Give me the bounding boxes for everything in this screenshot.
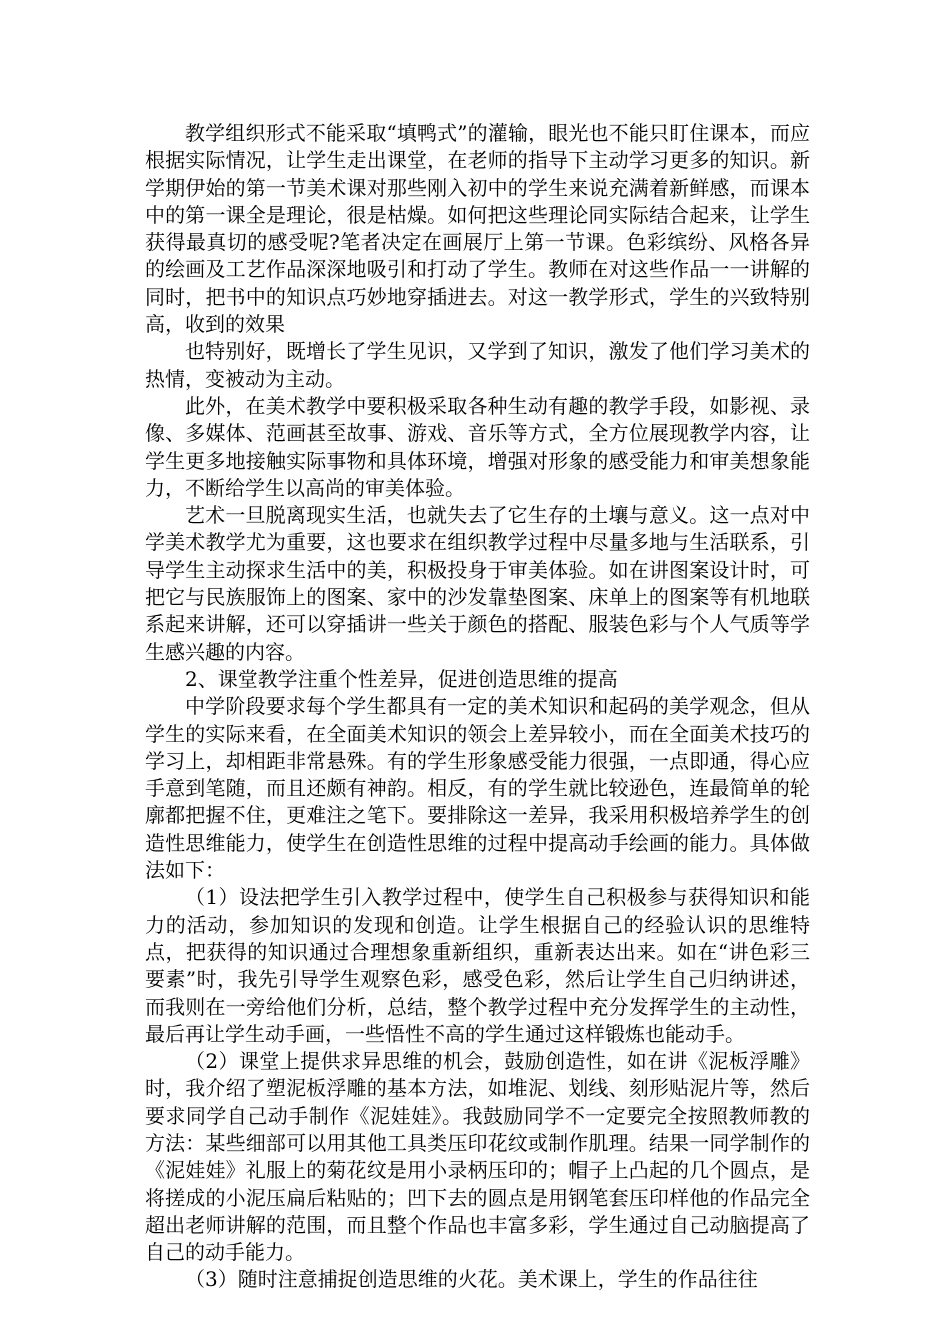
paragraph-item-1: （1）设法把学生引入教学过程中，使学生自己积极参与获得知识和能力的活动，参加知识的发现和创造。让学生根据自己的经验认识的思维特点，把获得的知识通过合理想象重新组织，重新表达出来。如在“讲色彩三要素”时，我先引导学生观察色彩，感受色彩，然后让学生自己归纳讲述，而我则在一旁给他们分析，总结，整个教学过程中充分发挥学生的主动性，最后再让学生动手画，一些悟性不高的学生通过这样锻炼也能动手。 (145, 885, 810, 1046)
paragraph-teaching-methods: 此外，在美术教学中要积极采取各种生动有趣的教学手段，如影视、录像、多媒体、范画甚至故事、游戏、音乐等方式，全方位展现教学内容，让学生更多地接触实际事物和具体环境，增强对形象的感受能力和审美想象能力，不断给学生以高尚的审美体验。 (145, 393, 810, 500)
section-heading-individual-differences: 2、课堂教学注重个性差异，促进创造思维的提高 (185, 666, 618, 691)
document-page (145, 120, 810, 1294)
paragraph-effect-continued: 也特别好，既增长了学生见识，又学到了知识，激发了他们学习美术的热情，变被动为主动。 (145, 339, 810, 391)
paragraph-art-and-life: 艺术一旦脱离现实生活，也就失去了它生存的土壤与意义。这一点对中学美术教学尤为重要，这也要求在组织教学过程中尽量多地与生活联系，引导学生主动探求生活中的美，积极投身于审美体验。如在讲图案设计时，可把它与民族服饰上的图案、家中的沙发靠垫图案、床单上的图案等有机地联系起来讲解，还可以穿插讲一些关于颜色的搭配、服装色彩与个人气质等学生感兴趣的内容。 (145, 503, 810, 664)
paragraph-item-2: （2）课堂上提供求异思维的机会，鼓励创造性，如在讲《泥板浮雕》时，我介绍了塑泥板浮雕的基本方法，如堆泥、划线、刻形贴泥片等，然后要求同学自己动手制作《泥娃娃》。我鼓励同学不一定要完全按照教师教的方法：某些细部可以用其他工具类压印花纹或制作肌理。结果一同学制作的《泥娃娃》礼服上的菊花纹是用小录柄压印的；帽子上凸起的几个圆点，是将搓成的小泥压扁后粘贴的；凹下去的圆点是用钢笔套压印样他的作品完全超出老师讲解的范围，而且整个作品也丰富多彩，学生通过自己动脑提高了自己的动手能力。 (145, 1049, 810, 1265)
paragraph-teaching-form: 教学组织形式不能采取“填鸭式”的灌输，眼光也不能只盯住课本，而应根据实际情况，让学生走出课堂，在老师的指导下主动学习更多的知识。新学期伊始的第一节美术课对那些刚入初中的学生来说充满着新鲜感，而课本中的第一课全是理论，很是枯燥。如何把这些理论同实际结合起来，让学生获得最真切的感受呢?笔者决定在画展厅上第一节课。色彩缤纷、风格各异的绘画及工艺作品深深地吸引和打动了学生。教师在对这些作品一一讲解的同时，把书中的知识点巧妙地穿插进去。对这一教学形式，学生的兴致特别高，收到的效果 (145, 121, 810, 337)
paragraph-middle-school-stage: 中学阶段要求每个学生都具有一定的美术知识和起码的美学观念，但从学生的实际来看，在全面美术知识的领会上差异较小，而在全面美术技巧的学习上，却相距非常悬殊。有的学生形象感受能力很强，一点即通，得心应手意到笔随，而且还颇有神韵。相反，有的学生就比较逊色，连最简单的轮廓都把握不住，更难注之笔下。要排除这一差异，我采用积极培养学生的创造性思维能力，使学生在创造性思维的过程中提高动手绘画的能力。具体做法如下： (145, 694, 810, 883)
paragraph-item-3: （3）随时注意捕捉创造思维的火花。美术课上，学生的作品往往 (185, 1267, 758, 1292)
